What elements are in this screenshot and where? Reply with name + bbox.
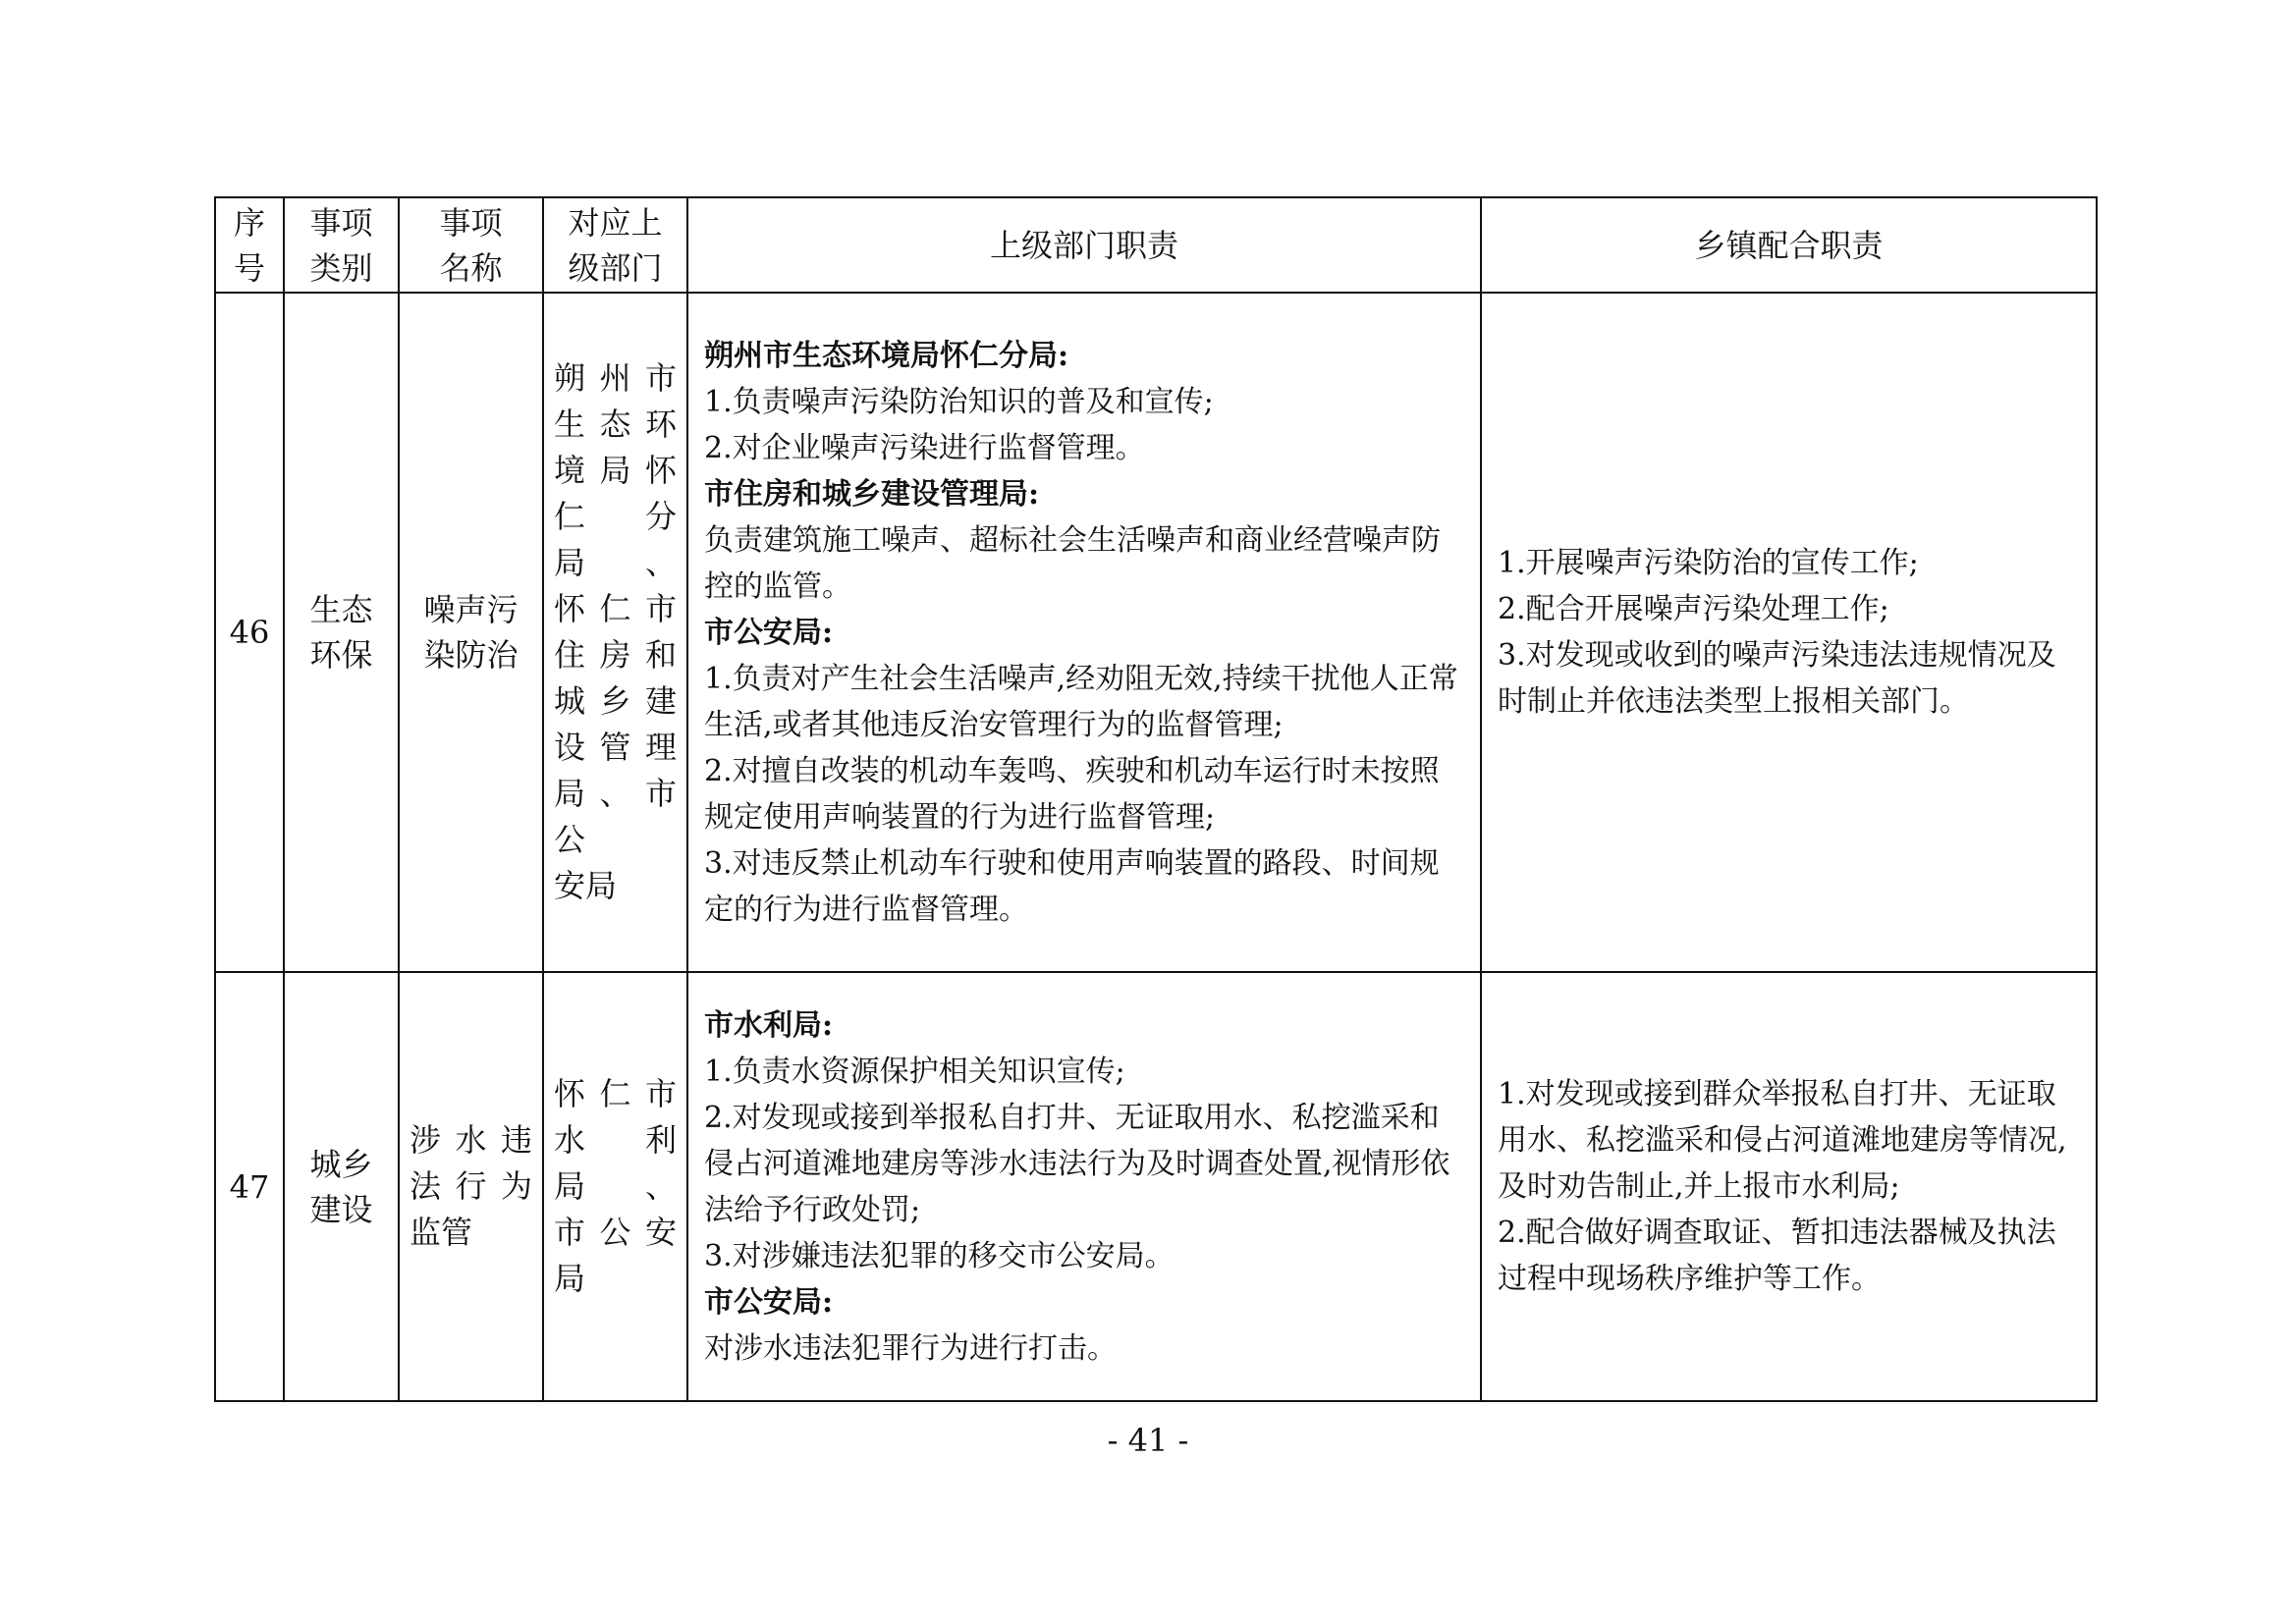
table-row [215,293,2097,972]
duties-table [214,196,2098,1402]
duty-line: 2.对擅自改装的机动车轰鸣、疾驶和机动车运行时未按照规定使用声响装置的行为进行监督管理; [704,753,1440,835]
header-superior-dept: 对应上 级部门 [543,197,687,293]
duty-line: 3.对涉嫌违法犯罪的移交市公安局。 [704,1238,1175,1273]
row-superior-duties [687,293,1481,972]
dept-heading: 市水利局: [704,1007,834,1043]
table-row [215,972,2097,1401]
duty-line: 负责建筑施工噪声、超标社会生活噪声和商业经营噪声防控的监管。 [704,522,1441,604]
row-township-duties [1481,972,2097,1401]
row-category: 生态 环保 [284,293,399,972]
coop-line: 2.配合做好调查取证、暂扣违法器械及执法过程中现场秩序维护等工作。 [1498,1216,2056,1296]
coop-line: 2.配合开展噪声污染处理工作; [1498,592,1889,626]
header-category: 事项 类别 [284,197,399,293]
header-item-name: 事项 名称 [399,197,543,293]
duty-line: 对涉水违法犯罪行为进行打击。 [704,1330,1117,1366]
duty-line: 1.负责水资源保护相关知识宣传; [704,1054,1125,1089]
dept-heading: 市公安局: [704,1284,834,1320]
header-township-duties: 乡镇配合职责 [1481,197,2097,293]
row-item-name: 噪声污 染防治 [399,293,543,972]
page-number: - 41 - [1107,1422,1189,1459]
header-superior-duties: 上级部门职责 [687,197,1481,293]
duty-line: 1.负责对产生社会生活噪声,经劝阻无效,持续干扰他人正常生活,或者其他违反治安管理行为的监督管理; [704,661,1458,742]
duty-line: 1.负责噪声污染防治知识的普及和宣传; [704,384,1214,419]
table-header-row [215,197,2097,293]
dept-heading: 市公安局: [704,615,834,650]
duty-line: 2.对企业噪声污染进行监督管理。 [704,430,1145,465]
row-township-duties [1481,293,2097,972]
row-seq: 47 [215,972,284,1401]
row-superior-duties [687,972,1481,1401]
row-item-name: 涉水违 法行为 监管 [399,972,543,1401]
duty-line: 2.对发现或接到举报私自打井、无证取用水、私挖滥采和侵占河道滩地建房等涉水违法行为及时调查处置,视情形依法给予行政处罚; [704,1100,1450,1227]
duty-line: 3.对违反禁止机动车行驶和使用声响装置的路段、时间规定的行为进行监督管理。 [704,845,1440,927]
dept-heading: 市住房和城乡建设管理局: [704,476,1040,512]
row-seq: 46 [215,293,284,972]
row-superior-dept: 朔州市 生态环 境局怀 仁分局、 怀仁市 住房和 城乡建 设管理 局、市公 安局 [543,293,687,972]
coop-line: 3.对发现或收到的噪声污染违法违规情况及时制止并依违法类型上报相关部门。 [1498,638,2056,719]
coop-line: 1.对发现或接到群众举报私自打井、无证取用水、私挖滥采和侵占河道滩地建房等情况,及时劝告制止,并上报市水利局; [1498,1077,2067,1204]
coop-line: 1.开展噪声污染防治的宣传工作; [1498,546,1919,580]
row-superior-dept: 怀仁市 水利局、 市公安 局 [543,972,687,1401]
row-category: 城乡 建设 [284,972,399,1401]
dept-heading: 朔州市生态环境局怀仁分局: [704,338,1069,373]
header-seq: 序 号 [215,197,284,293]
